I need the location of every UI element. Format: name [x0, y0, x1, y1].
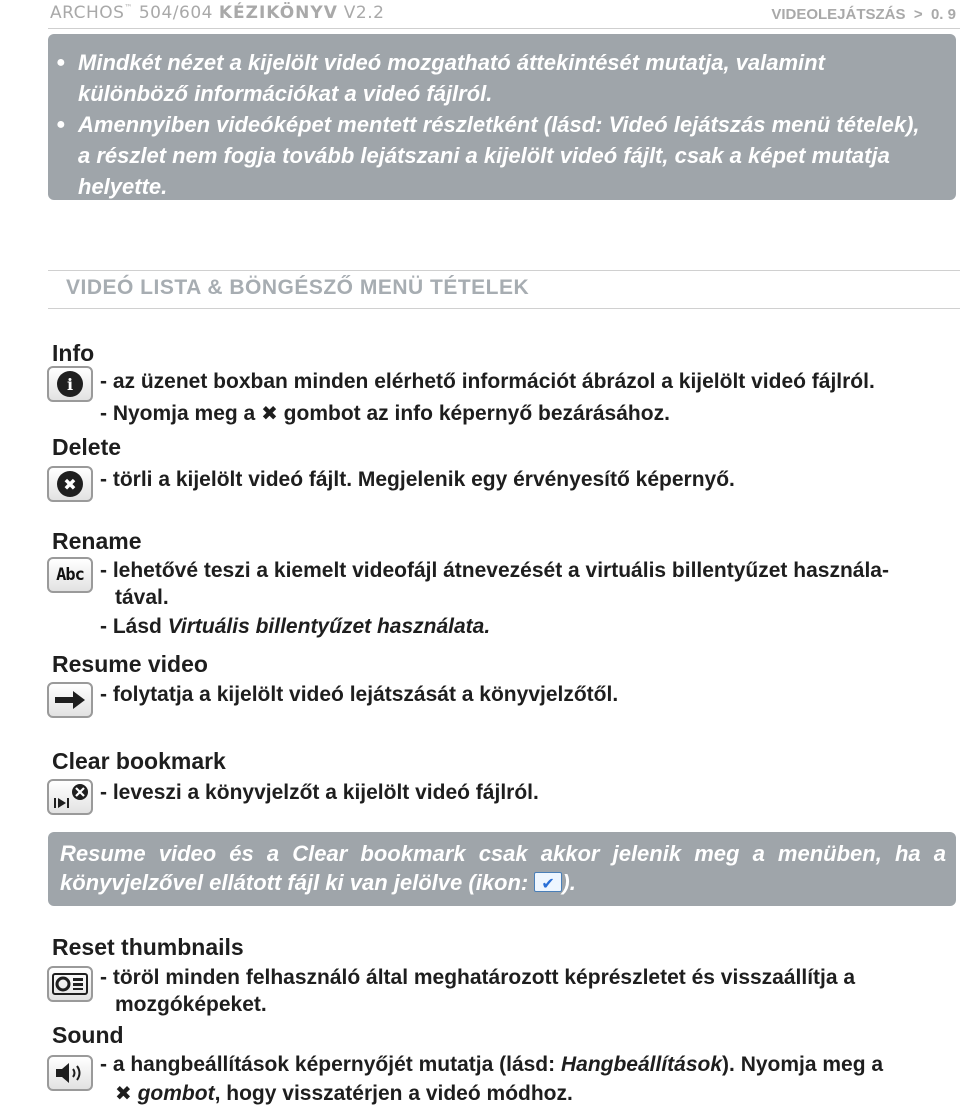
reset-desc-1: - töröl minden felhasználó által meghatározott képrészletet és visszaállítja a	[100, 966, 856, 989]
chapter-label: VIDEOLEJÁTSZÁS	[771, 6, 906, 23]
info-desc-2: - Nyomja meg a ✖ gombot az info képernyő bezárásához.	[100, 401, 670, 425]
info-icon: i	[47, 366, 93, 402]
resume-arrow-icon	[47, 682, 93, 718]
bookmark-note-end: ).	[562, 870, 576, 895]
rename-icon: Abc	[47, 557, 93, 593]
brand-name: ARCHOS	[50, 3, 125, 23]
top-note-box	[48, 34, 956, 200]
clear-bookmark-desc: - leveszi a könyvjelzőt a kijelölt videó fájlról.	[100, 781, 539, 804]
sound-desc-1: - a hangbeállítások képernyőjét mutatja (lásd: Hangbeállítások). Nyomja meg a	[100, 1053, 884, 1076]
trademark: ™	[124, 3, 133, 12]
bookmark-note-box	[48, 832, 956, 906]
term-sound: Sound	[52, 1022, 124, 1048]
section-title: VIDEÓ LISTA & BÖNGÉSZŐ MENÜ TÉTELEK	[66, 276, 530, 299]
delete-icon: ✖	[47, 466, 93, 502]
info-desc-1: - az üzenet boxban minden elérhető információt ábrázol a kijelölt videó fájlról.	[100, 370, 875, 393]
header-rule	[48, 28, 960, 29]
rename-desc-1: - lehetővé teszi a kiemelt videofájl átnevezését a virtuális billentyűzet használa-	[100, 559, 889, 582]
x-button-icon: ✖	[115, 1081, 132, 1105]
term-clear-bookmark: Clear bookmark	[52, 748, 226, 774]
page-number: 0. 9	[930, 6, 956, 23]
version-label: V2.2	[343, 3, 385, 23]
bookmark-note-text: Resume video és a Clear bookmark csak akkor jelenik meg a menüben, ha a könyvjelzővel ellátott fájl ki van jelölve (ikon:	[60, 841, 946, 895]
running-header-right	[771, 6, 956, 23]
term-rename: Rename	[52, 528, 142, 554]
term-info: Info	[52, 340, 95, 366]
clear-bookmark-icon	[47, 779, 93, 815]
term-resume-video: Resume video	[52, 651, 208, 677]
reset-thumbnails-icon	[47, 966, 93, 1002]
rename-desc-1-cont: tával.	[115, 586, 169, 609]
speaker-icon	[47, 1055, 93, 1091]
section-rule-top	[48, 270, 960, 271]
section-rule-bottom	[48, 308, 960, 309]
model-number: 504/604	[138, 3, 213, 23]
x-button-icon: ✖	[261, 401, 278, 425]
header-separator: >	[913, 6, 923, 23]
resume-desc: - folytatja a kijelölt videó lejátszását a könyvjelzőtől.	[100, 683, 619, 706]
note-bullet: ● Amennyiben videóképet mentett részletként (lásd: Videó lejátszás menü tételek), a részlet nem fogja tovább lejátszani a kijelölt videó fájlt, csak a képet mutatja helyette.	[78, 109, 936, 202]
bookmark-icon	[534, 872, 562, 892]
running-header-left	[50, 3, 384, 23]
rename-desc-2: - Lásd Virtuális billentyűzet használata.	[100, 615, 491, 638]
term-reset-thumbnails: Reset thumbnails	[52, 934, 244, 960]
reset-desc-1-cont: mozgóképeket.	[115, 993, 267, 1016]
term-delete: Delete	[52, 434, 122, 460]
delete-desc: - törli a kijelölt videó fájlt. Megjelenik egy érvényesítő képernyő.	[100, 468, 735, 491]
sound-desc-2: ✖ gombot, hogy visszatérjen a videó módhoz.	[115, 1081, 573, 1105]
note-bullet: ● Mindkét nézet a kijelölt videó mozgatható áttekintését mutatja, valamint különböző információkat a videó fájlról.	[78, 47, 936, 109]
manual-label: KÉZIKÖNYV	[218, 3, 338, 23]
